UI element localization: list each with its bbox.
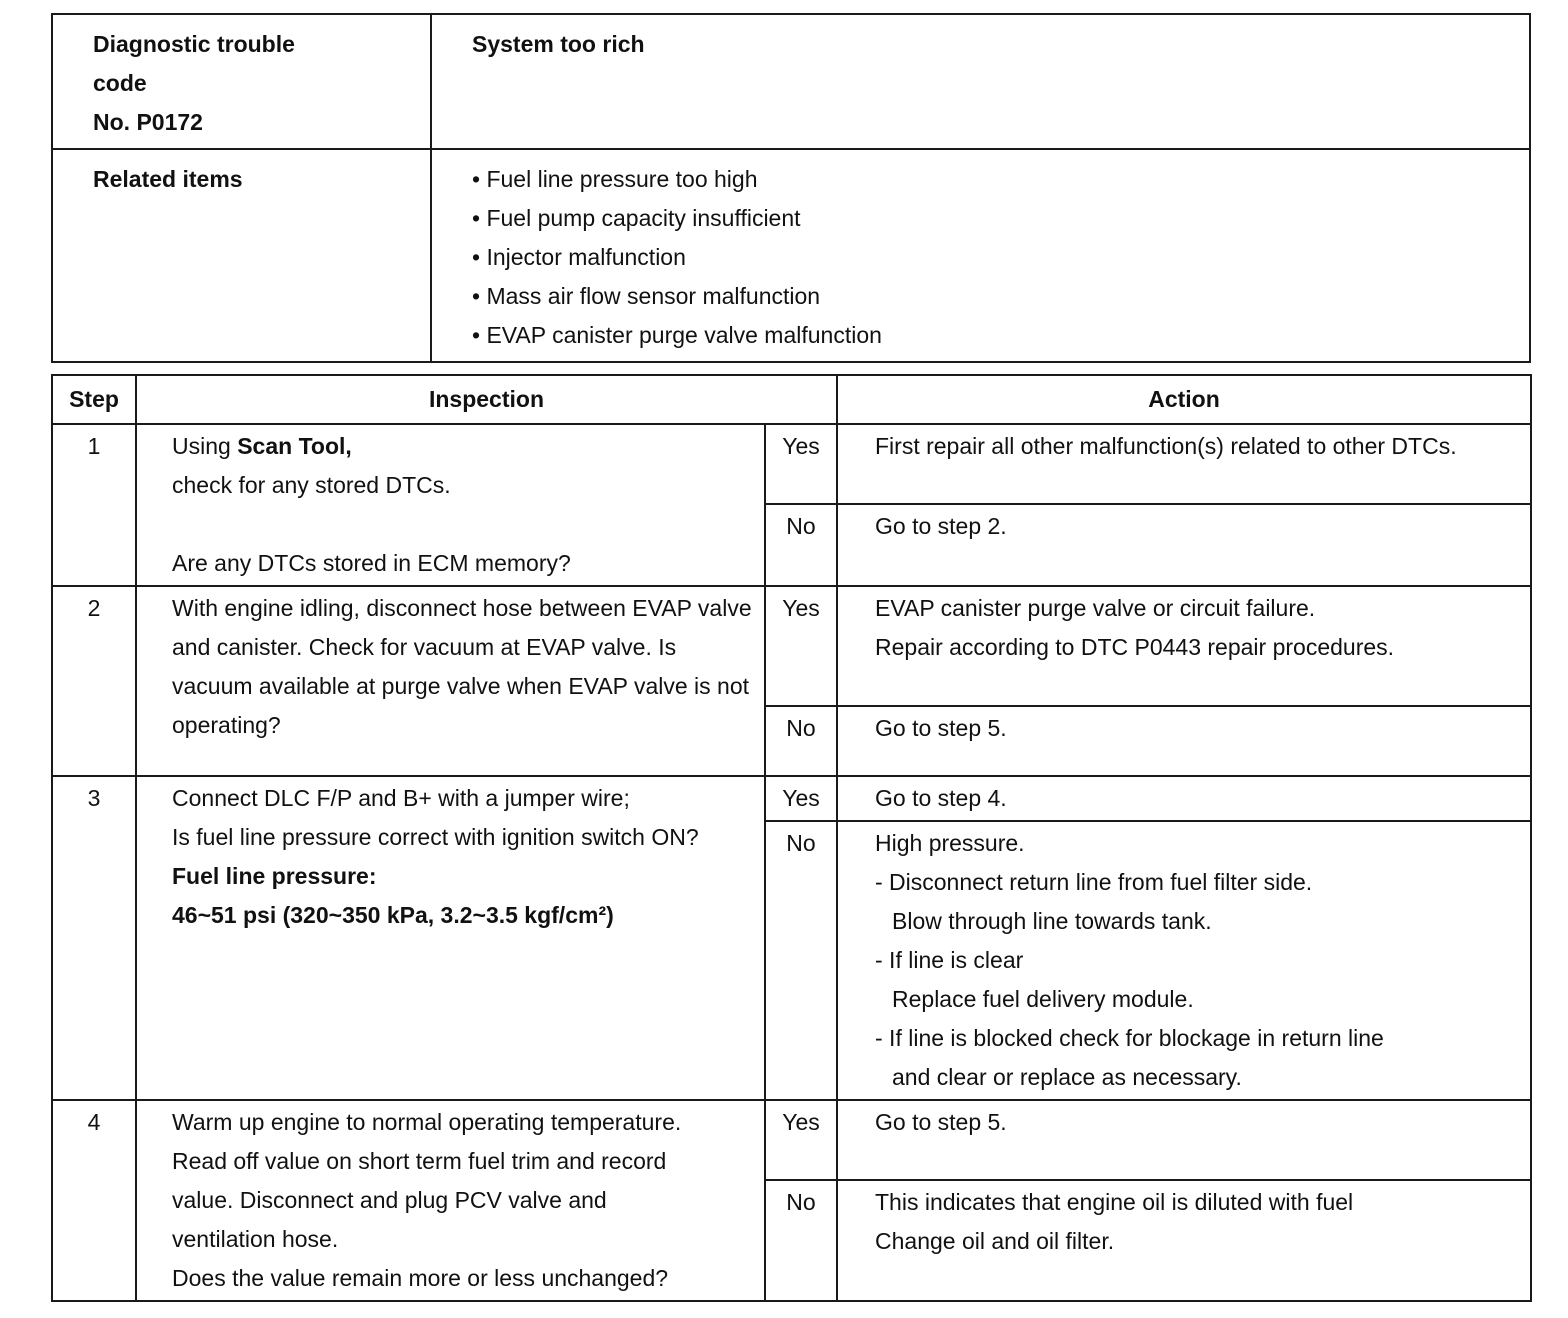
inspection-question: Are any DTCs stored in ECM memory?	[172, 550, 571, 576]
step-inspection	[136, 1100, 765, 1301]
scan-tool-label: Scan Tool,	[237, 433, 352, 459]
action-item: - If line is blocked check for blockage in return line and clear or replace as necessary.	[875, 1025, 1384, 1090]
yes-action: Go to step 4.	[837, 776, 1531, 821]
dtc-code-label-line: Diagnostic trouble	[93, 31, 295, 57]
no-label: No	[765, 1180, 837, 1301]
dtc-info-table	[51, 13, 1531, 363]
no-action	[837, 1180, 1531, 1301]
yes-action: First repair all other malfunction(s) related to other DTCs.	[837, 424, 1531, 504]
inspection-line: value. Disconnect and plug PCV valve and	[172, 1187, 607, 1213]
spec-label: Fuel line pressure:	[172, 863, 377, 889]
step-number: 3	[52, 776, 136, 1100]
inspection-line: Read off value on short term fuel trim and record	[172, 1148, 667, 1174]
no-label: No	[765, 706, 837, 776]
action-item: - If line is clear Replace fuel delivery module.	[875, 947, 1194, 1012]
diagnostic-steps-table	[51, 374, 1532, 1302]
yes-label: Yes	[765, 1100, 837, 1180]
yes-action	[837, 586, 1531, 706]
step-inspection	[136, 424, 765, 586]
action-line: EVAP canister purge valve or circuit failure.	[875, 595, 1316, 621]
inspection-line: ventilation hose.	[172, 1226, 339, 1252]
dtc-title: System too rich	[431, 14, 1530, 149]
inspection-line: Using Scan Tool,	[172, 433, 352, 459]
dtc-code-label	[52, 14, 431, 149]
related-item: • Injector malfunction	[472, 238, 1517, 277]
step-number: 1	[52, 424, 136, 586]
action-line: Repair according to DTC P0443 repair procedures.	[875, 634, 1395, 660]
inspection-line: Warm up engine to normal operating temperature.	[172, 1109, 682, 1135]
no-action: Go to step 2.	[837, 504, 1531, 586]
dtc-code-label-line: code	[93, 70, 147, 96]
inspection-line: Connect DLC F/P and B+ with a jumper wire;	[172, 785, 630, 811]
no-action	[837, 821, 1531, 1100]
related-item: • Fuel line pressure too high	[472, 160, 1517, 199]
inspection-line: Is fuel line pressure correct with ignition switch ON?	[172, 824, 699, 850]
action-item: - Disconnect return line from fuel filter side. Blow through line towards tank.	[875, 869, 1313, 934]
spec-value: 46~51 psi (320~350 kPa, 3.2~3.5 kgf/cm²)	[172, 902, 614, 928]
action-line: This indicates that engine oil is diluted with fuel	[875, 1188, 1354, 1215]
yes-label: Yes	[765, 424, 837, 504]
step-number: 4	[52, 1100, 136, 1301]
related-items-cell	[431, 149, 1530, 362]
inspection-line: check for any stored DTCs.	[172, 472, 451, 498]
no-action: Go to step 5.	[837, 706, 1531, 776]
step-inspection: With engine idling, disconnect hose between EVAP valve and canister. Check for vacuum at EVAP valve. Is vacuum available at purge valve when EVAP valve is not operating?	[136, 586, 765, 776]
related-item: • EVAP canister purge valve malfunction	[472, 316, 1517, 355]
inspection-question: Does the value remain more or less unchanged?	[172, 1265, 669, 1291]
related-item: • Mass air flow sensor malfunction	[472, 277, 1517, 316]
related-item: • Fuel pump capacity insufficient	[472, 199, 1517, 238]
yes-label: Yes	[765, 776, 837, 821]
action-line: Change oil and oil filter.	[875, 1227, 1115, 1254]
yes-action: Go to step 5.	[837, 1100, 1531, 1180]
inspection-header: Inspection	[136, 375, 837, 424]
no-label: No	[765, 821, 837, 1100]
action-header: Action	[837, 375, 1531, 424]
action-title: High pressure.	[875, 830, 1025, 856]
step-header: Step	[52, 375, 136, 424]
related-items-label: Related items	[52, 149, 431, 362]
no-label: No	[765, 504, 837, 586]
yes-label: Yes	[765, 586, 837, 706]
step-number: 2	[52, 586, 136, 776]
step-inspection	[136, 776, 765, 1100]
dtc-code-number: No. P0172	[93, 109, 203, 135]
related-items-list	[472, 160, 1517, 355]
